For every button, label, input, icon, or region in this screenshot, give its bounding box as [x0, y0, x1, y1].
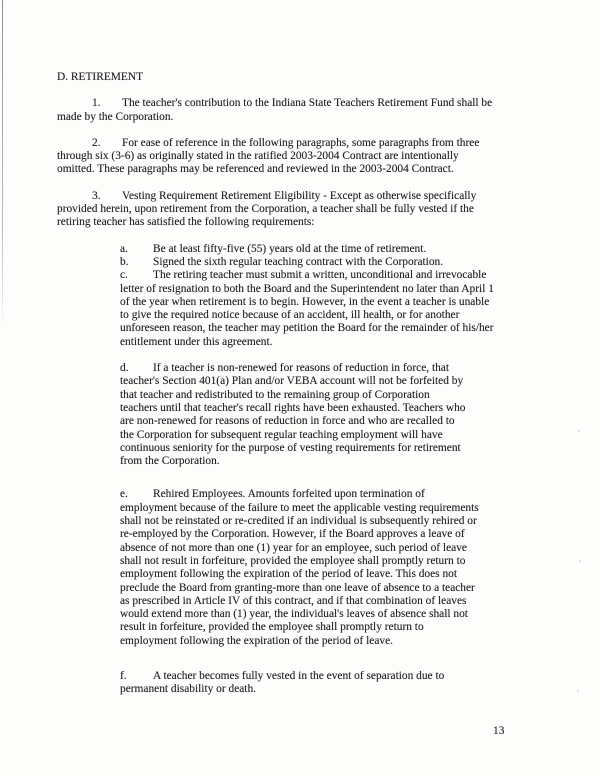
paragraph-line: shall not result in forfeiture, provided the employee shall promptly return to	[120, 554, 466, 567]
paragraph-line: re-employed by the Corporation. However, if the Board approves a leave of	[120, 528, 465, 541]
paragraph-line: result in forfeiture, provided the employee shall promptly return to	[120, 621, 424, 634]
paragraph-b	[120, 256, 549, 269]
paragraph-line: to give the required notice because of an accident, ill health, or for another	[120, 309, 460, 322]
page-number: 13	[493, 725, 505, 737]
paragraph-line: preclude the Board from granting-more than one leave of absence to a teacher	[120, 581, 475, 594]
paragraph-line: are non-renewed for reasons of reduction in force and who are recalled to	[120, 415, 455, 428]
paragraph-text: For ease of reference in the following paragraphs, some paragraphs from three	[122, 136, 480, 149]
paragraph-text: The teacher's contribution to the Indiana State Teachers Retirement Fund shall be	[122, 97, 493, 110]
paragraph-line: would extend more than (1) year, the individual's leaves of absence shall not	[120, 608, 468, 621]
paragraph-label: a.	[120, 242, 128, 255]
paragraph-line: provided herein, upon retirement from the Corporation, a teacher shall be fully vested if the	[57, 203, 474, 216]
paragraph-first-line	[120, 670, 549, 683]
paragraph-line: absence of not more than one (1) year for an employee, such period of leave	[120, 541, 467, 554]
paragraph-text: Signed the sixth regular teaching contract with the Corporation.	[153, 255, 444, 268]
paragraph-label: c.	[120, 269, 128, 282]
paragraph-line: entitlement under this agreement.	[120, 335, 273, 348]
paragraph-line: employment following the expiration of the period of leave.	[120, 634, 393, 647]
paragraph-line: letter of resignation to both the Board and the Superintendent no later than April 1	[120, 282, 494, 295]
paragraph-f	[120, 670, 549, 697]
paragraph-line: shall not be reinstated or re-credited if an individual is subsequently rehired or	[120, 515, 477, 528]
paragraph-line: permanent disability or death.	[120, 683, 257, 696]
scan-speck	[579, 560, 581, 562]
paragraph-text: Vesting Requirement Retirement Eligibility - Except as otherwise specifically	[122, 189, 477, 202]
paragraph-e	[120, 488, 549, 648]
paragraph-first-line	[120, 243, 549, 256]
paragraph-label: e.	[120, 488, 128, 501]
paragraph-text: Rehired Employees. Amounts forfeited upon termination of	[153, 488, 425, 501]
paragraph-first-line	[120, 269, 549, 282]
paragraph-1	[57, 97, 549, 124]
paragraph-d	[120, 362, 549, 468]
paragraph-first-line	[57, 190, 549, 203]
paragraph-line: through six (3-6) as originally stated in the ratified 2003-2004 Contract are intentionally	[57, 150, 459, 163]
paragraph-list	[57, 97, 549, 696]
paragraph-label: b.	[120, 255, 129, 268]
paragraph-first-line	[57, 97, 549, 110]
paragraph-line: continuous seniority for the purpose of vesting requirements for retirement	[120, 441, 461, 454]
paragraph-label: 3.	[92, 189, 101, 202]
paragraph-line: that teacher and redistributed to the remaining group of Corporation	[120, 388, 430, 401]
paragraph-line: employment because of the failure to meet the applicable vesting requirements	[120, 501, 479, 514]
paragraph-first-line	[120, 488, 549, 501]
paragraph-2	[57, 137, 549, 177]
paragraph-label: 1.	[92, 97, 101, 110]
paragraph-line: employment following the expiration of the period of leave. This does not	[120, 568, 458, 581]
paragraph-first-line	[120, 256, 549, 269]
paragraph-text: Be at least fifty-five (55) years old at the time of retirement.	[153, 242, 427, 255]
paragraph-line: as prescribed in Article IV of this contract, and if that combination of leaves	[120, 594, 467, 607]
paragraph-c	[120, 269, 549, 349]
paragraph-a	[120, 243, 549, 256]
scan-speck	[577, 690, 579, 692]
section-heading: D. RETIREMENT	[57, 71, 144, 83]
paragraph-label: 2.	[92, 136, 101, 149]
paragraph-label: f.	[120, 669, 127, 682]
paragraph-text: The retiring teacher must submit a written, unconditional and irrevocable	[153, 269, 487, 282]
paragraph-label: d.	[120, 362, 129, 375]
scan-speck	[578, 430, 580, 432]
paragraph-line: from the Corporation.	[120, 455, 220, 468]
paragraph-line: made by the Corporation.	[57, 110, 174, 123]
paragraph-line: omitted. These paragraphs may be referenced and reviewed in the 2003-2004 Contract.	[57, 163, 454, 176]
paragraph-line: of the year when retirement is to begin. However, in the event a teacher is unable	[120, 295, 490, 308]
paragraph-first-line	[120, 362, 549, 375]
paragraph-line: teacher's Section 401(a) Plan and/or VEBA account will not be forfeited by	[120, 375, 464, 388]
paragraph-text: A teacher becomes fully vested in the event of separation due to	[153, 669, 445, 682]
paragraph-line: retiring teacher has satisfied the following requirements:	[57, 216, 315, 229]
paragraph-line: unforeseen reason, the teacher may petition the Board for the remainder of his/her	[120, 322, 494, 335]
document-content	[57, 71, 549, 697]
paragraph-text: If a teacher is non-renewed for reasons of reduction in force, that	[153, 362, 450, 375]
scan-artifact-line	[2, 0, 3, 330]
paragraph-line: the Corporation for subsequent regular teaching employment will have	[120, 428, 443, 441]
paragraph-3	[57, 190, 549, 230]
paragraph-first-line	[57, 137, 549, 150]
paragraph-line: teachers until that teacher's recall rights have been exhausted. Teachers who	[120, 401, 466, 414]
